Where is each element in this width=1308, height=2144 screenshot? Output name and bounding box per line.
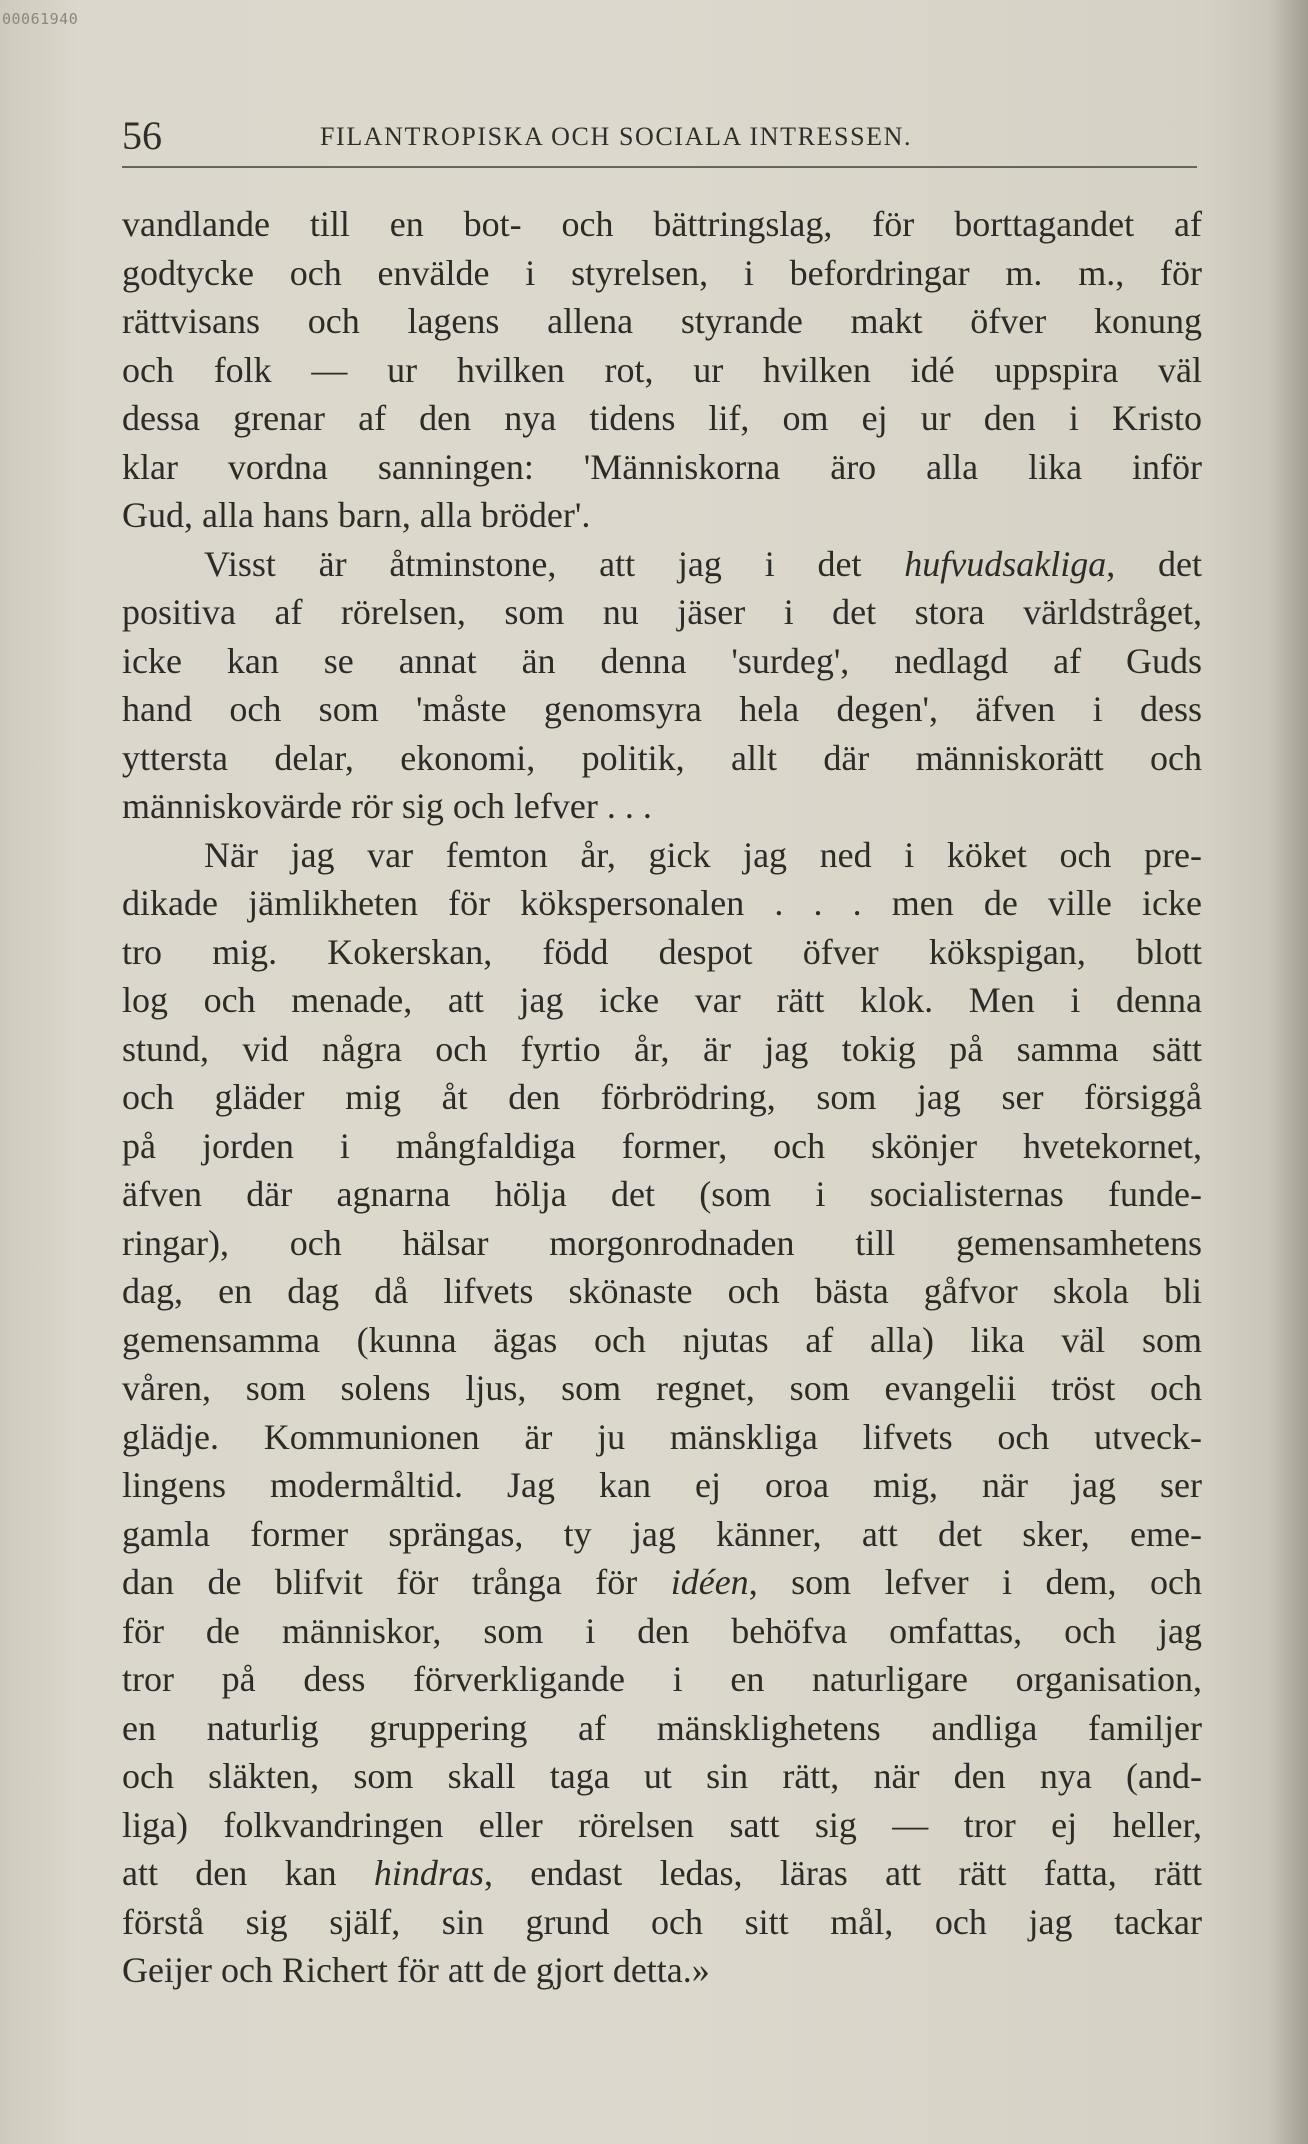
text-line: hand och som 'måste genomsyra hela degen', äfven i dess bbox=[122, 689, 1202, 729]
text-line: på jorden i mångfaldiga former, och skönjer hvetekornet, bbox=[122, 1125, 1202, 1166]
text-line: icke kan se annat än denna 'surdeg', nedlagd af Guds bbox=[122, 640, 1202, 681]
italic-word: hufvudsakliga bbox=[904, 543, 1107, 584]
text-line: en naturlig gruppering af mänsklighetens andliga familjer bbox=[122, 1707, 1202, 1748]
text-line: rättvisans och lagens allena styrande makt öfver konung bbox=[122, 301, 1202, 341]
text-line: tro mig. Kokerskan, född despot öfver kökspigan, blott bbox=[122, 931, 1202, 972]
text-line: och folk — ur hvilken rot, ur hvilken idé uppspira väl bbox=[122, 349, 1202, 390]
text-run: Visst är åtminstone, att jag i det bbox=[204, 543, 905, 584]
text-line: dessa grenar af den nya tidens lif, om ej ur den i Kristo bbox=[122, 398, 1202, 438]
text-line bbox=[122, 1558, 1202, 1607]
text-line: Geijer och Richert för att de gjort detta.» bbox=[122, 1950, 710, 1990]
text-run: , det bbox=[1106, 543, 1202, 584]
text-line: När jag var femton år, gick jag ned i köket och pre- bbox=[204, 834, 1202, 875]
text-line: för de människor, som i den behöfva omfattas, och jag bbox=[122, 1610, 1202, 1651]
text-line bbox=[122, 540, 1202, 589]
text-line: gamla former sprängas, ty jag känner, att det sker, eme- bbox=[122, 1513, 1202, 1554]
scan-id: 00061940 bbox=[2, 10, 79, 28]
text-line: och gläder mig åt den förbrödring, som jag ser försiggå bbox=[122, 1077, 1202, 1117]
text-line: godtycke och envälde i styrelsen, i befordringar m. m., för bbox=[122, 252, 1202, 293]
text-line: log och menade, att jag icke var rätt klok. Men i denna bbox=[122, 980, 1202, 1020]
text-line: dikade jämlikheten för kökspersonalen . . . men de ville icke bbox=[122, 883, 1202, 923]
italic-word: hindras bbox=[373, 1853, 484, 1893]
text-line: klar vordna sanningen: 'Människorna äro alla lika inför bbox=[122, 446, 1202, 487]
text-line: stund, vid några och fyrtio år, är jag tokig på samma sätt bbox=[122, 1028, 1202, 1069]
text-line: tror på dess förverkligande i en naturligare organisation, bbox=[122, 1659, 1202, 1699]
text-line: människovärde rör sig och lefver . . . bbox=[122, 786, 652, 826]
text-line: dag, en dag då lifvets skönaste och bästa gåfvor skola bli bbox=[122, 1271, 1202, 1311]
text-line: glädje. Kommunionen är ju mänskliga lifvets och utveck- bbox=[122, 1416, 1202, 1457]
text-line: våren, som solens ljus, som regnet, som evangelii tröst och bbox=[122, 1368, 1202, 1408]
body-text bbox=[122, 200, 1202, 1995]
running-head: FILANTROPISKA OCH SOCIALA INTRESSEN. bbox=[320, 122, 913, 151]
italic-word: idéen bbox=[670, 1562, 749, 1602]
text-run: , som lefver i dem, och bbox=[748, 1562, 1202, 1602]
text-line: och släkten, som skall taga ut sin rätt, när den nya (and- bbox=[122, 1756, 1202, 1796]
text-line: lingens modermåltid. Jag kan ej oroa mig, när jag ser bbox=[122, 1465, 1202, 1505]
page-header bbox=[122, 108, 1197, 164]
text-line: Gud, alla hans barn, alla bröder'. bbox=[122, 495, 591, 535]
text-line: ringar), och hälsar morgonrodnaden till gemensamhetens bbox=[122, 1222, 1202, 1263]
text-line: förstå sig själf, sin grund och sitt mål, och jag tackar bbox=[122, 1901, 1202, 1942]
text-line: liga) folkvandringen eller rörelsen satt sig — tror ej heller, bbox=[122, 1804, 1202, 1845]
text-line: gemensamma (kunna ägas och njutas af alla) lika väl som bbox=[122, 1319, 1202, 1360]
page-number: 56 bbox=[122, 113, 162, 158]
text-line bbox=[122, 1849, 1202, 1898]
text-run: , endast ledas, läras att rätt fatta, rätt bbox=[483, 1853, 1202, 1893]
header-rule bbox=[122, 166, 1197, 168]
text-run: dan de blifvit för trånga för bbox=[122, 1562, 671, 1602]
text-run: att den kan bbox=[122, 1853, 374, 1893]
text-line: positiva af rörelsen, som nu jäser i det stora världstråget, bbox=[122, 592, 1202, 632]
text-line: äfven där agnarna hölja det (som i socialisternas funde- bbox=[122, 1174, 1202, 1214]
text-line: yttersta delar, ekonomi, politik, allt där människorätt och bbox=[122, 737, 1202, 778]
text-line: vandlande till en bot- och bättringslag, för borttagandet af bbox=[122, 204, 1202, 244]
page-edge-shadow bbox=[1268, 0, 1308, 2144]
